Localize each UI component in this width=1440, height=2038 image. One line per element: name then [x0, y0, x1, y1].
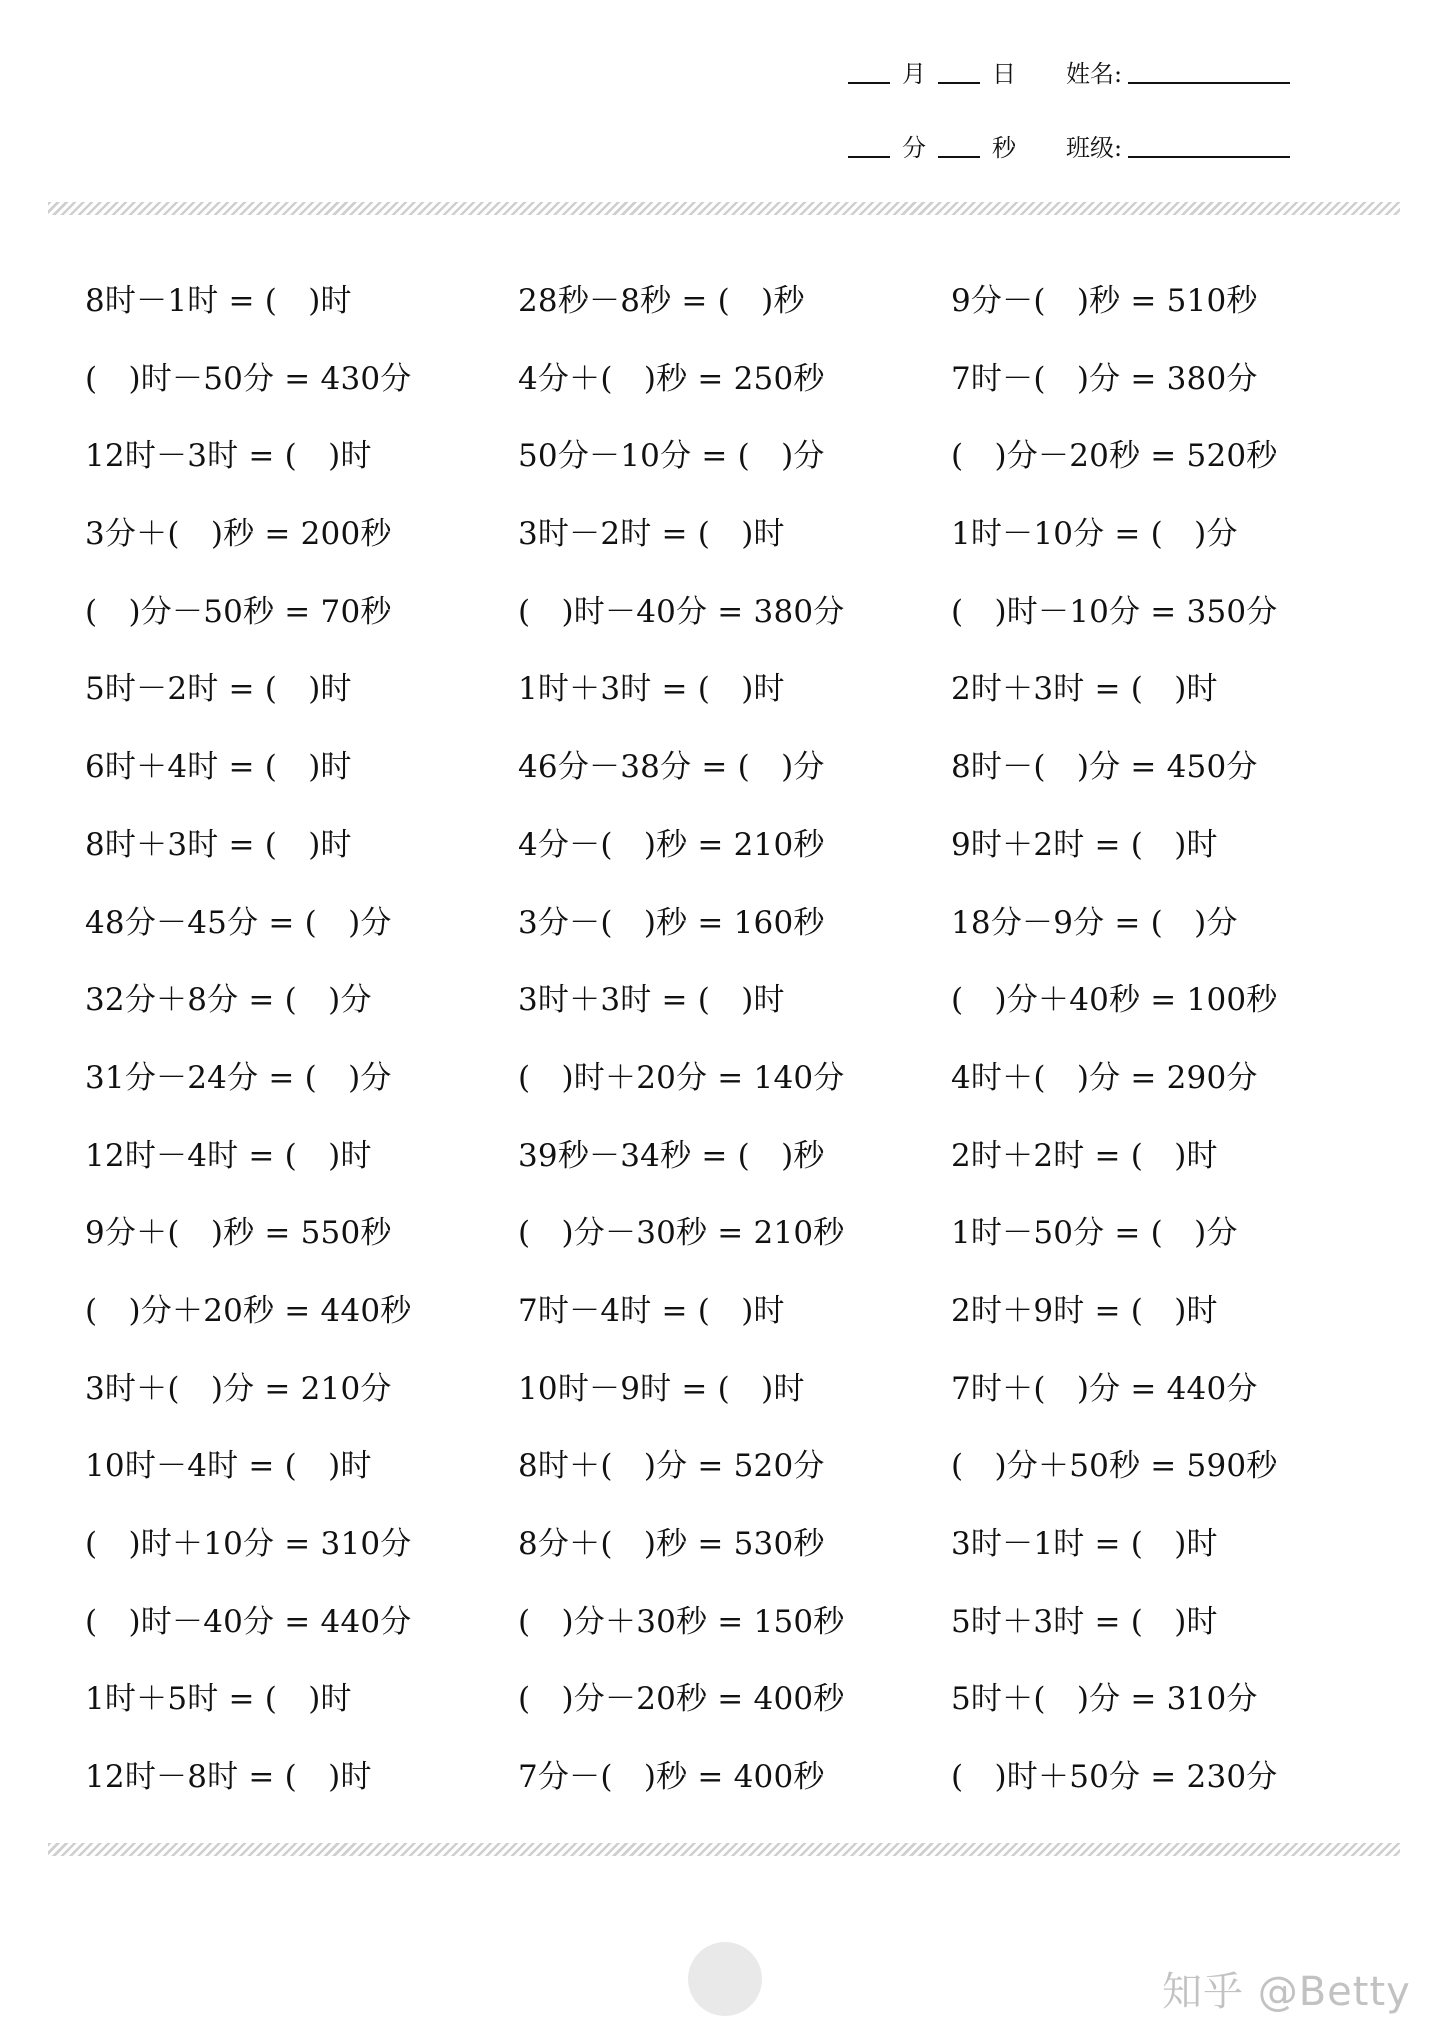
problem-item: 2时＋2时 = ( )时	[951, 1137, 1218, 1174]
problem-item: 10时－9时 = ( )时	[518, 1370, 805, 1407]
second-blank[interactable]	[938, 156, 980, 158]
problem-item: ( )分－30秒 = 210秒	[518, 1215, 845, 1252]
problem-item: 28秒－8秒 = ( )秒	[518, 283, 805, 319]
problem-item: 12时－3时 = ( )时	[85, 438, 372, 475]
problem-item: 7分－( )秒 = 400秒	[518, 1759, 825, 1796]
problem-item: 7时＋( )分 = 440分	[951, 1370, 1258, 1407]
page-indicator-circle	[688, 1942, 762, 2016]
class-label: 班级:	[1066, 134, 1123, 162]
top-hatched-divider	[48, 202, 1400, 215]
problem-item: ( )时－10分 = 350分	[951, 593, 1278, 630]
month-label: 月	[902, 60, 926, 88]
problem-item: ( )分＋20秒 = 440秒	[85, 1292, 412, 1329]
problem-item: ( )分－20秒 = 400秒	[518, 1681, 845, 1718]
problem-item: 8分＋( )秒 = 530秒	[518, 1526, 825, 1562]
problem-item: 2时＋3时 = ( )时	[951, 671, 1218, 708]
problem-item: 50分－10分 = ( )分	[518, 438, 825, 475]
problem-item: 8时－1时 = ( )时	[85, 283, 352, 319]
problem-item: 1时＋5时 = ( )时	[85, 1681, 352, 1718]
problem-item: 5时＋3时 = ( )时	[951, 1603, 1218, 1640]
problem-item: 32分＋8分 = ( )分	[85, 982, 372, 1019]
minute-blank[interactable]	[848, 156, 890, 158]
bottom-hatched-divider	[48, 1843, 1400, 1856]
problem-item: ( )时＋20分 = 140分	[518, 1059, 845, 1096]
problem-item: 4分－( )秒 = 210秒	[518, 826, 825, 863]
problem-item: ( )时＋50分 = 230分	[951, 1759, 1278, 1796]
problem-item: 8时＋3时 = ( )时	[85, 826, 352, 863]
problem-item: 31分－24分 = ( )分	[85, 1059, 392, 1096]
problem-item: 8时＋( )分 = 520分	[518, 1448, 825, 1485]
time-class-row	[848, 126, 1308, 166]
problem-item: 2时＋9时 = ( )时	[951, 1292, 1218, 1329]
date-name-row	[848, 52, 1308, 92]
problem-item: 12时－8时 = ( )时	[85, 1759, 372, 1796]
problem-item: ( )分＋40秒 = 100秒	[951, 982, 1278, 1019]
problem-item: 4时＋( )分 = 290分	[951, 1059, 1258, 1096]
watermark: 知乎 @Betty	[1162, 1969, 1411, 2015]
problem-item: 9分＋( )秒 = 550秒	[85, 1215, 392, 1252]
problem-item: 1时－50分 = ( )分	[951, 1215, 1238, 1252]
problem-item: 8时－( )分 = 450分	[951, 749, 1258, 786]
problem-item: 7时－( )分 = 380分	[951, 360, 1258, 397]
problem-item: 5时－2时 = ( )时	[85, 671, 352, 708]
problem-item: 3时－2时 = ( )时	[518, 516, 785, 553]
problem-item: 3时－1时 = ( )时	[951, 1526, 1218, 1562]
day-label: 日	[992, 60, 1016, 88]
second-label: 秒	[992, 134, 1016, 162]
problem-item: 12时－4时 = ( )时	[85, 1137, 372, 1174]
day-blank[interactable]	[938, 82, 980, 84]
problem-item: ( )时－40分 = 440分	[85, 1603, 412, 1640]
problem-item: 39秒－34秒 = ( )秒	[518, 1137, 825, 1174]
problem-item: ( )分＋30秒 = 150秒	[518, 1603, 845, 1640]
class-blank[interactable]	[1128, 156, 1290, 158]
name-label: 姓名:	[1066, 60, 1123, 88]
problem-item: 3分－( )秒 = 160秒	[518, 904, 825, 941]
problem-item: ( )时－50分 = 430分	[85, 360, 412, 397]
problem-item: ( )时－40分 = 380分	[518, 593, 845, 630]
problem-item: 10时－4时 = ( )时	[85, 1448, 372, 1485]
problem-item: 9时＋2时 = ( )时	[951, 826, 1218, 863]
problem-item: 5时＋( )分 = 310分	[951, 1681, 1258, 1718]
problem-item: 4分＋( )秒 = 250秒	[518, 360, 825, 397]
problem-item: 3时＋3时 = ( )时	[518, 982, 785, 1019]
problem-item: 7时－4时 = ( )时	[518, 1292, 785, 1329]
problem-item: ( )时＋10分 = 310分	[85, 1526, 412, 1562]
problem-item: 46分－38分 = ( )分	[518, 749, 825, 786]
problem-item: 1时－10分 = ( )分	[951, 516, 1238, 553]
month-blank[interactable]	[848, 82, 890, 84]
problem-item: 1时＋3时 = ( )时	[518, 671, 785, 708]
problem-item: ( )分＋50秒 = 590秒	[951, 1448, 1278, 1485]
problem-item: 3时＋( )分 = 210分	[85, 1370, 392, 1407]
problem-item: ( )分－20秒 = 520秒	[951, 438, 1278, 475]
problem-item: 9分－( )秒 = 510秒	[951, 283, 1258, 319]
problem-item: 6时＋4时 = ( )时	[85, 749, 352, 786]
problem-grid	[85, 270, 1385, 1824]
problem-item: ( )分－50秒 = 70秒	[85, 593, 392, 630]
problem-item: 18分－9分 = ( )分	[951, 904, 1238, 941]
name-blank[interactable]	[1128, 82, 1290, 84]
problem-item: 48分－45分 = ( )分	[85, 904, 392, 941]
problem-item: 3分＋( )秒 = 200秒	[85, 516, 392, 553]
minute-label: 分	[902, 134, 926, 162]
